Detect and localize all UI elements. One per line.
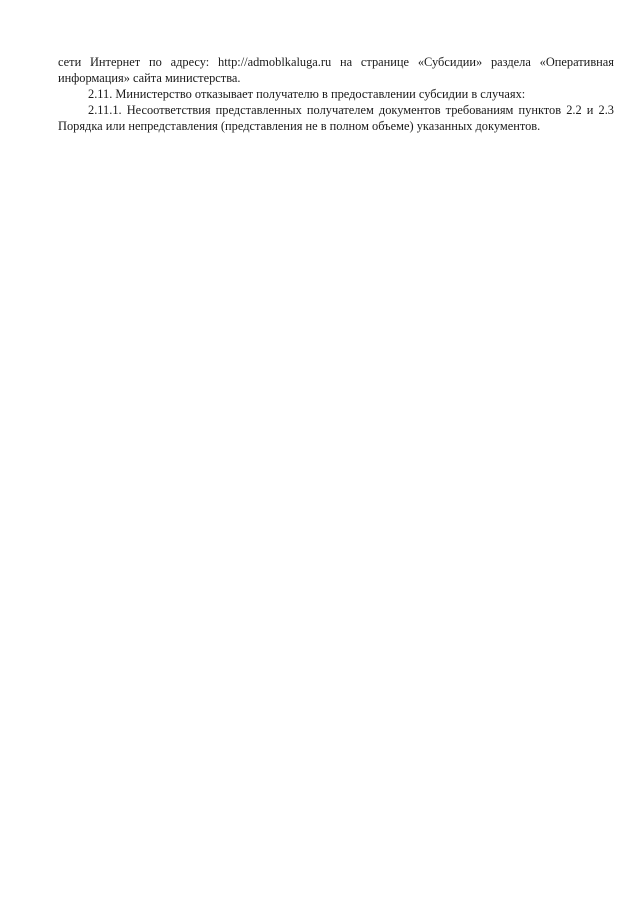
paragraph-2-11: 2.11. Министерство отказывает получателю в предоставлении субсидии в случаях: — [88, 87, 526, 101]
paragraph-website-address: сети Интернет по адресу: http://admoblkaluga.ru на странице «Субсидии» раздела «Оперативная информация» сайта министерства. — [58, 55, 614, 85]
paragraph-2-11-1: 2.11.1. Несоответствия представленных получателем документов требованиям пунктов 2.2 и 2.3 Порядка или непредставления (представления не в полном объеме) указанных документов. — [58, 103, 614, 133]
